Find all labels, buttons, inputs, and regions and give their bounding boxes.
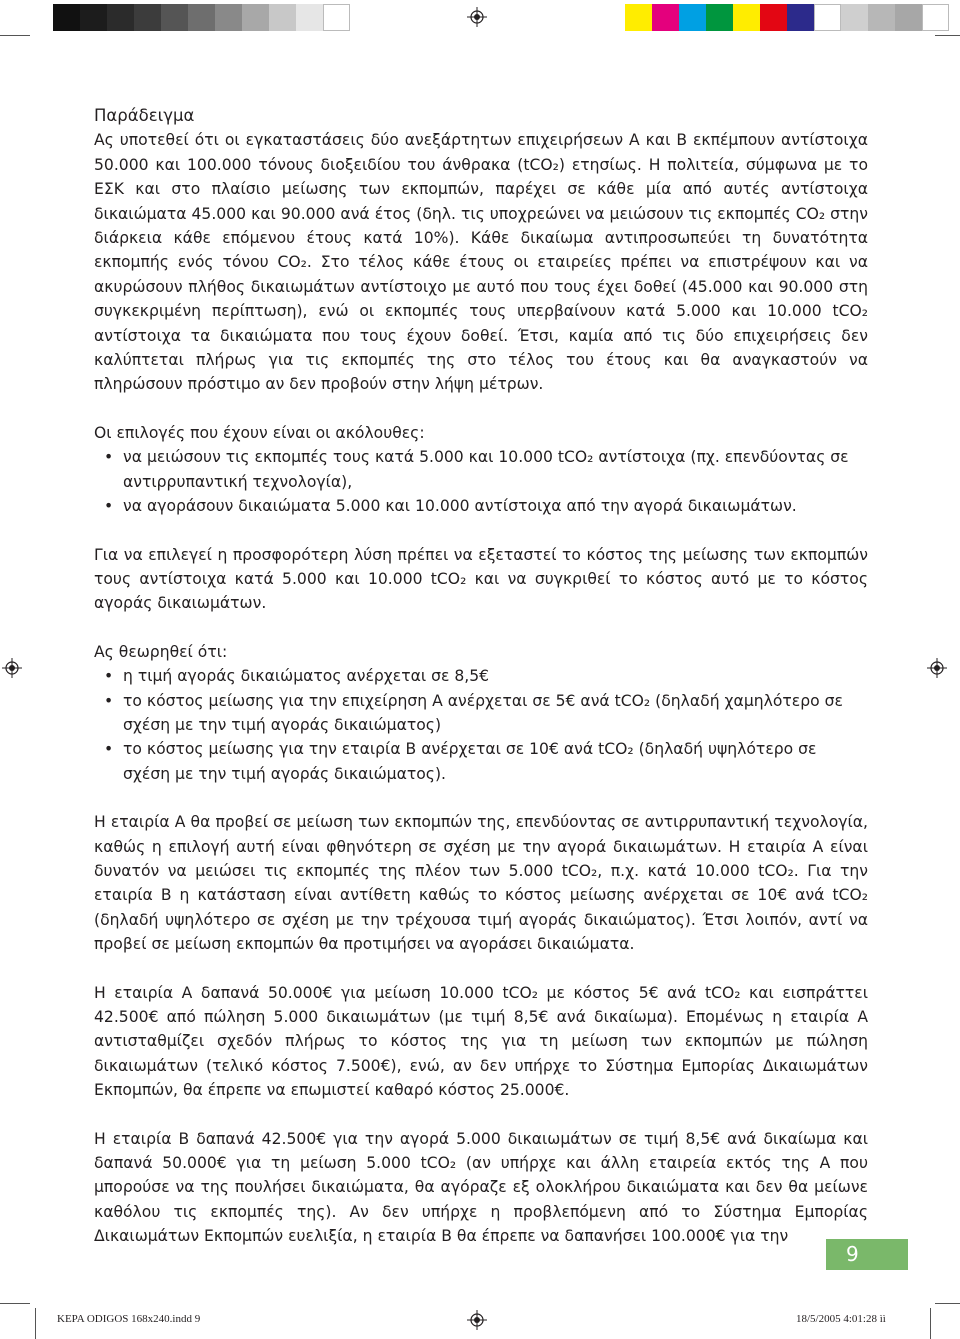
list-item: • να αγοράσουν δικαιώματα 5.000 και 10.000 αντίστοιχα από την αγορά δικαιωμάτων. [94, 494, 868, 518]
color-swatch [188, 4, 215, 31]
assumptions-intro: Ας θεωρηθεί ότι: [94, 642, 228, 661]
list-item: • να μειώσουν τις εκπομπές τους κατά 5.000 και 10.000 tCO₂ αντίστοιχα (πχ. επενδύοντας σε αντιρρυπαντική τεχνολογία), [94, 445, 868, 494]
options-intro: Οι επιλογές που έχουν είναι οι ακόλουθες: [94, 423, 425, 442]
registration-mark-icon [2, 658, 22, 678]
color-swatch [134, 4, 161, 31]
list-item: • το κόστος μείωσης για την επιχείρηση Α ανέρχεται σε 5€ ανά tCO₂ (δηλαδή χαμηλότερο σε σχέση με την τιμή αγοράς δικαιώματος) [94, 689, 868, 738]
paragraph-company-b-cost: Η εταιρία Β δαπανά 42.500€ για την αγορά 5.000 δικαιωμάτων σε τιμή 8,5€ ανά δικαίωμα και δαπανά 50.000€ για τη μείωση 5.000 tCO₂ (αν υπήρχε και άλλη εταιρεία εκτός της Α που μπορούσε να της πουλήσει δικαιώματα, θα αγόραζε εξ ολοκλήρου δικαιώματα και δεν θα μείωνε καθόλου τις εκπομπές της). Αν δεν υπήρχε η προβλεπόμενη από το Σύστημα Εμπορίας Δικαιωμάτων Εκπομπών ευελιξία, η εταιρία Β θα έπρεπε να δαπανήσει 100.000€ για την [94, 1129, 868, 1246]
paragraph-company-a-cost: Η εταιρία Α δαπανά 50.000€ για μείωση 10.000 tCO₂ με κόστος 5€ ανά tCO₂ και εισπράττει 42.500€ από πώληση 5.000 δικαιωμάτων (με τιμή 8,5€ ανά δικαίωμα). Επομένως η εταιρία Α αντισταθμίζει σχεδόν πλήρως το κόστος της για τη μείωση των εκπομπών με πώληση δικαιωμάτων (τελικό κόστος 7.500€), ενώ, αν δεν υπήρχε το Σύστημα Εμπορίας Δικαιωμάτων Εκπομπών, θα έπρεπε να επωμιστεί καθαρό κόστος 25.000€. [94, 983, 868, 1100]
paragraph-solution: Για να επιλεγεί η προσφορότερη λύση πρέπει να εξεταστεί το κόστος της μείωσης των εκπομπών τους αντίστοιχα κατά 5.000 και 10.000 tCO₂ και να συγκριθεί το κόστος αυτό με το κόστος αγοράς δικαιωμάτων. [94, 545, 868, 613]
registration-mark-icon [927, 658, 947, 678]
grayscale-color-bar [53, 4, 350, 31]
color-swatch [760, 4, 787, 31]
crop-mark [0, 1303, 30, 1304]
paragraph-intro: Ας υποτεθεί ότι οι εγκαταστάσεις δύο ανεξάρτητων επιχειρήσεων Α και Β εκπέμπουν αντίστοιχα 50.000 και 100.000 τόνους διοξειδίου του άνθρακα (tCO₂) ετησίως. Η πολιτεία, σύμφωνα με το ΕΣΚ και στο πλαίσιο μείωσης των εκπομπών, παρέχει σε κάθε μία από αυτές αντίστοιχα δικαιώματα 45.000 και 90.000 ανά έτος (δηλ. τις υποχρεώνει να μειώσουν τις εκπομπές CO₂ στην διάρκεια κάθε επόμενου έτους κατά 10%). Κάθε δικαίωμα αντιπροσωπεύει τη δυνατότητα εκπομπής ενός τόνου CO₂. Στο τέλος κάθε έτους οι εταιρείες πρέπει να επιστρέψουν και να ακυρώσουν πλήθος δικαιωμάτων αντίστοιχο με αυτό που τους έχει δοθεί (45.000 και 90.000 στη συγκεκριμένη περίπτωση), ενώ οι εκπομπές τους υπερβαίνουν κατά 5.000 και 10.000 tCO₂ αντίστοιχα τα δικαιώματα που τους έχουν δοθεί. Έτσι, καμία από τις δύο επιχειρήσεις δεν καλύπτεται πλήρως για τις εκπομπές της στο τέλος του έτους και θα αναγκαστούν να πληρώσουν πρόστιμο αν δεν προβούν στην λήψη μέτρων. [94, 131, 868, 394]
color-swatch [107, 4, 134, 31]
section-heading: Παράδειγμα [94, 106, 195, 125]
crop-mark [0, 35, 30, 36]
color-swatch [215, 4, 242, 31]
options-list [94, 445, 868, 518]
color-swatch [733, 4, 760, 31]
color-swatch [679, 4, 706, 31]
list-item: • το κόστος μείωσης για την εταιρία Β ανέρχεται σε 10€ ανά tCO₂ (δηλαδή υψηλότερο σε σχέση με την τιμή αγοράς δικαιώματος). [94, 737, 868, 786]
color-swatch [625, 4, 652, 31]
color-swatch [841, 4, 868, 31]
page-number: 9 [846, 1242, 859, 1266]
process-color-bar [625, 4, 949, 31]
color-swatch [161, 4, 188, 31]
color-swatch [652, 4, 679, 31]
crop-mark [35, 1308, 36, 1339]
color-swatch [814, 4, 841, 31]
print-slug-timestamp: 18/5/2005 4:01:28 ìì [796, 1313, 886, 1325]
registration-mark-icon [467, 1310, 487, 1330]
color-swatch [895, 4, 922, 31]
crop-mark [930, 1308, 931, 1339]
color-swatch [868, 4, 895, 31]
color-swatch [296, 4, 323, 31]
page-number-tab [826, 1239, 908, 1270]
color-swatch [53, 4, 80, 31]
print-slug-filename: KEPA ODIGOS 168x240.indd 9 [57, 1313, 201, 1325]
color-swatch [706, 4, 733, 31]
color-swatch [269, 4, 296, 31]
registration-mark-icon [467, 7, 487, 27]
crop-mark [935, 1303, 960, 1304]
color-swatch [323, 4, 350, 31]
color-swatch [242, 4, 269, 31]
crop-mark [935, 35, 960, 36]
list-item: • η τιμή αγοράς δικαιώματος ανέρχεται σε 8,5€ [94, 664, 868, 688]
color-swatch [922, 4, 949, 31]
color-swatch [80, 4, 107, 31]
paragraph-company-a-choice: Η εταιρία Α θα προβεί σε μείωση των εκπομπών της, επενδύοντας σε αντιρρυπαντική τεχνολογία, καθώς η επιλογή αυτή είναι φθηνότερη σε σχέση με την αγορά δικαιωμάτων. Η εταιρία Α είναι δυνατόν να μειώσει τις εκπομπές της πλέον των 5.000 tCO₂, π.χ. κατά 10.000 tCO₂. Για την εταιρία Β η κατάσταση είναι αντίθετη καθώς το κόστος μείωσης ανέρχεται σε 10€ ανά tCO₂ (δηλαδή υψηλότερο σε σχέση με την τρέχουσα τιμή αγοράς δικαιώματος). Έτσι λοιπόν, αντί να προβεί σε μείωση εκπομπών θα προτιμήσει να αγοράσει δικαιώματα. [94, 813, 868, 954]
document-body [94, 104, 868, 1273]
color-swatch [787, 4, 814, 31]
assumptions-list [94, 664, 868, 786]
